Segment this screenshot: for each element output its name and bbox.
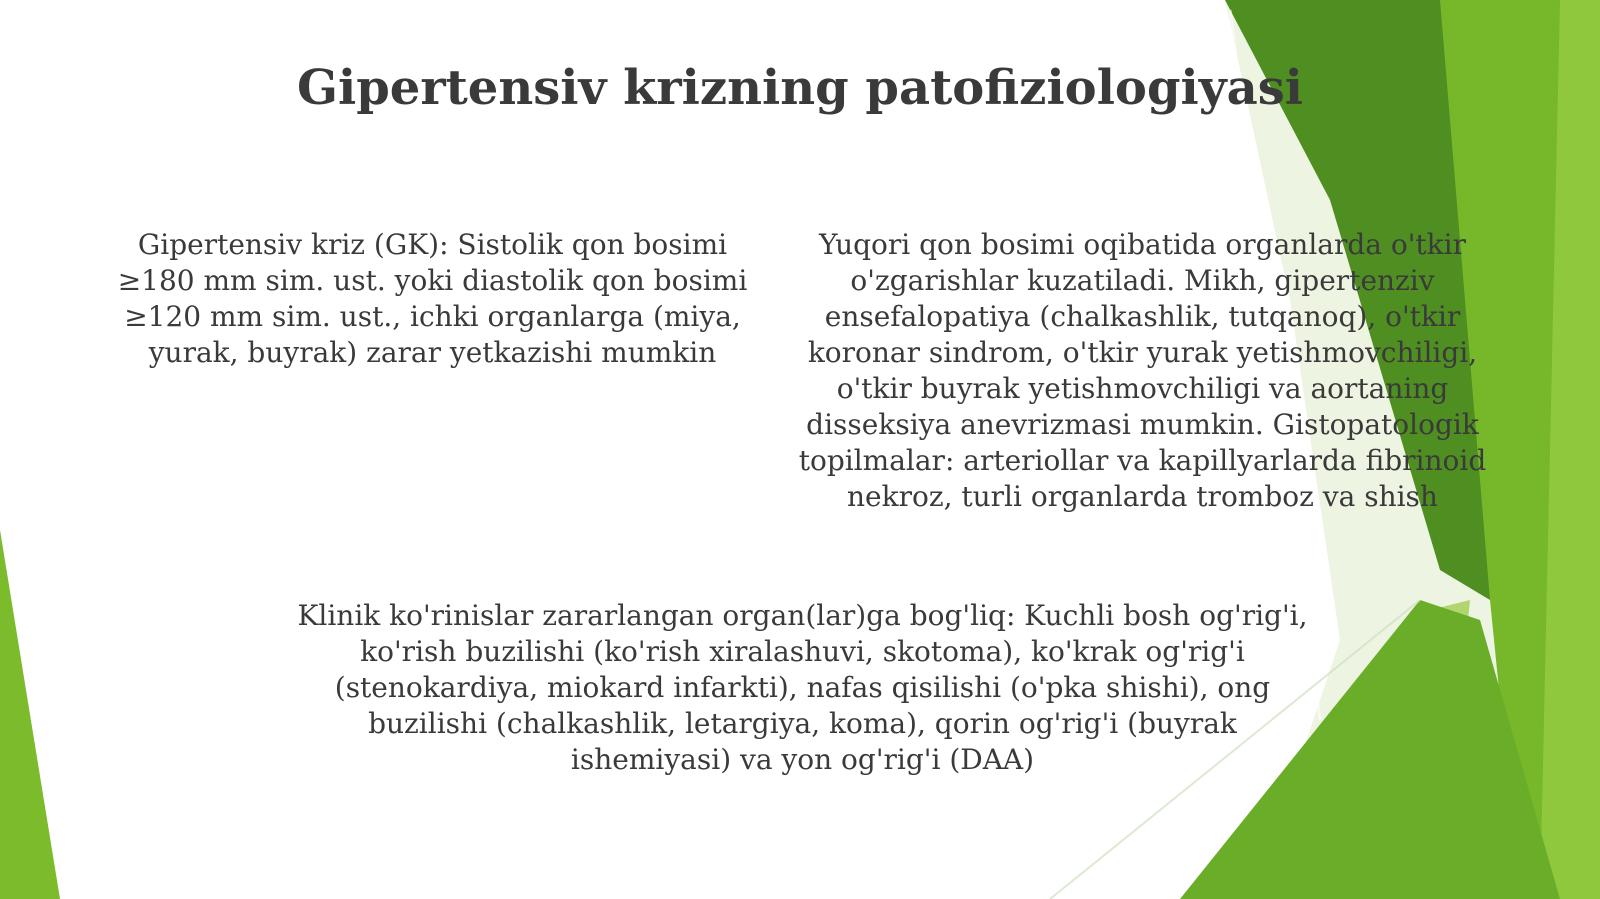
slide-title: Gipertensiv krizning patofiziologiyasi — [297, 60, 1303, 116]
left-text-block: Gipertensiv kriz (GK): Sistolik qon bosimi ≥180 mm sim. ust. yoki diastolik qon bosimi ≥120 mm sim. ust., ichki organlarga (miya, yurak, buyrak) zarar yetkazishi mumkin — [117, 228, 748, 369]
right-text-block: Yuqori qon bosimi oqibatida organlarda o'tkir o'zgarishlar kuzatiladi. Mikh, gipertenziv ensefalopatiya (chalkashlik, tutqanoq), o'tkir koronar sindrom, o'tkir yurak yetishmovchiligi, o'tkir buyrak yetishmovchiligi va aortaning disseksiya anevrizmasi mumkin. Gistopatologik topilmalar: arteriollar va kapillyarlarda fibrinoid nekroz, turli organlarda tromboz va shish — [798, 228, 1487, 513]
bottom-text-block: Klinik ko'rinislar zararlangan organ(lar)ga bog'liq: Kuchli bosh og'rig'i, ko'rish buzilishi (ko'rish xiralashuvi, skotoma), ko'krak og'rig'i (stenokardiya, miokard infarkti), nafas qisilishi (o'pka shishi), ong buzilishi (chalkashlik, letargiya, koma), qorin og'rig'i (buyrak ishemiyasi) va yon og'rig'i (DAA) — [297, 599, 1308, 776]
left-green-shape — [0, 530, 60, 899]
